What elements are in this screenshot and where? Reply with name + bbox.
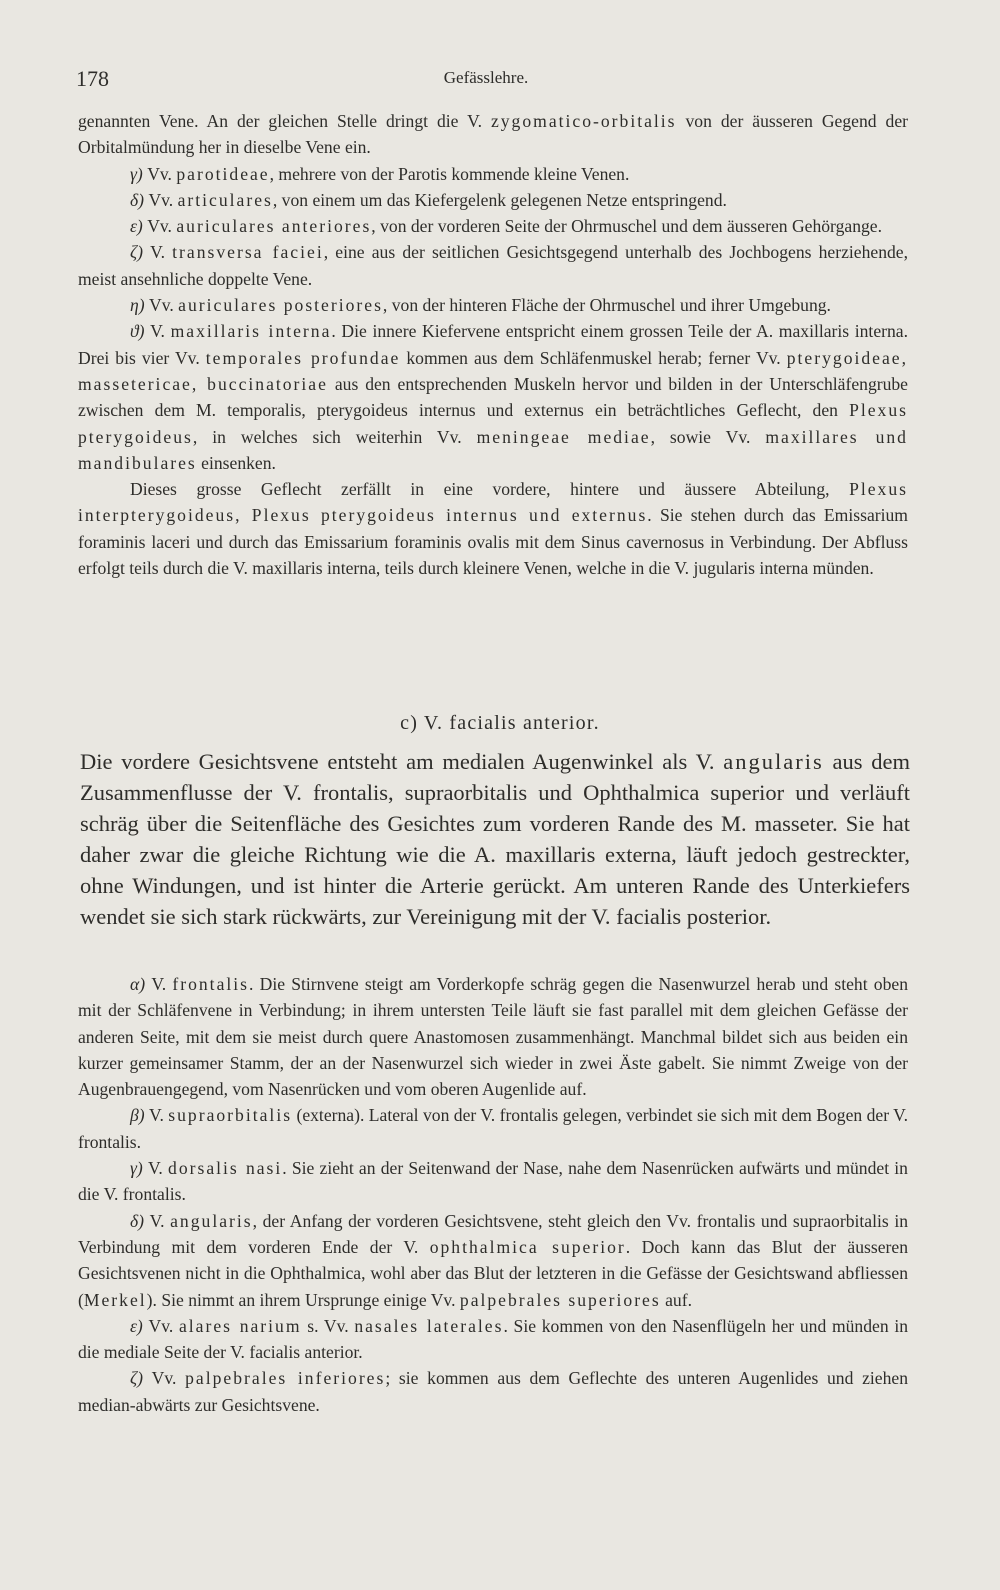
spaced-term: Merkel xyxy=(83,1289,147,1310)
text-run: ). Sie nimmt an ihrem Ursprunge einige Vv. xyxy=(146,1289,460,1310)
text-run: . Sie kommen von den Nasenflügeln her und münden in die mediale Seite der V. facialis anterior. xyxy=(78,1315,909,1363)
text-run: Die vordere Gesichtsvene entsteht am medialen Augenwinkel als V. xyxy=(80,749,724,774)
text-run: V. xyxy=(144,1105,169,1126)
enumeration-marker: η) xyxy=(130,295,145,316)
paragraph-p_epsilon xyxy=(78,213,908,239)
text-run: auf. xyxy=(660,1289,692,1310)
enumeration-marker: ε) xyxy=(130,1315,143,1336)
top-text-block xyxy=(78,108,908,581)
enumeration-marker: δ) xyxy=(130,1210,145,1231)
text-run: aus den entsprechenden Muskeln hervor und bilden in der Unterschläfengrube zwischen dem M. temporalis, pterygoideus internus und externus ein beträchtliches Geflecht, den xyxy=(78,373,908,421)
text-run: . Doch kann das Blut der äusseren Gesichtsvenen nicht in die Ophthalmica, wohl aber das Blut der letzteren in die Gefässe der Gesichtswand abfliessen ( xyxy=(78,1236,908,1310)
text-run: Vv. xyxy=(142,163,177,184)
intro-paragraph xyxy=(80,746,910,932)
paragraph-p_theta xyxy=(78,318,908,476)
paragraph-p0 xyxy=(78,108,908,161)
text-run: kommen aus dem Schläfenmuskel herab; ferner Vv. xyxy=(400,347,787,368)
paragraph-p_plexus xyxy=(78,476,908,581)
text-run: V. xyxy=(145,974,173,994)
spaced-term: parotideae xyxy=(176,163,270,184)
text-run: s. Vv. xyxy=(301,1315,355,1336)
spaced-term: transversa faciei xyxy=(172,242,324,263)
text-run: genannten Vene. An der gleichen Stelle dringt die V. xyxy=(78,111,491,131)
enumeration-marker: ε) xyxy=(130,216,143,237)
paragraph-q_gamma xyxy=(78,1155,908,1208)
enumeration-marker: ϑ) xyxy=(130,321,145,342)
text-run: V. xyxy=(142,1158,169,1179)
paragraph-p_eta xyxy=(78,292,908,318)
spaced-term: nasales laterales xyxy=(354,1315,504,1336)
spaced-term: temporales profundae xyxy=(205,347,401,368)
text-run: . Die Stirnvene steigt am Vorderkopfe schräg gegen die Nasenwurzel herab und steht oben mit der Schläfenvene in Verbindung; in ihrem untersten Teile läuft sie fast parallel mit dem gleichen Gefässe der anderen Seite, mit dem sie meist durch quere Anastomosen zusammenhängt. Manchmal bildet sich aus beiden ein kurzer gemeinsamer Stamm, der an der Nasenwurzel sich wieder in zwei Äste gabelt. Sie nimmt Zweige von der Augenbrauengegend, vom Nasenrücken und vom oberen Augenlide auf. xyxy=(78,974,908,1100)
spaced-term: auriculares anteriores xyxy=(176,216,372,237)
text-run: , mehrere von der Parotis kommende kleine Venen. xyxy=(269,163,630,184)
spaced-term: Plexus interpterygoideus, Plexus pterygoideus internus und externus xyxy=(78,479,908,526)
spaced-term: dorsalis nasi xyxy=(168,1158,283,1179)
spaced-term: palpebrales superiores xyxy=(459,1289,661,1310)
text-run: , eine aus der seitlichen Gesichtsgegend unterhalb des Jochbogens herziehende, meist ansehnliche doppelte Vene. xyxy=(78,242,909,289)
text-run: , der Anfang der vorderen Gesichtsvene, steht gleich den Vv. frontalis und supraorbitalis in Verbindung mit dem vorderen Ende der V. xyxy=(78,1210,909,1257)
enumeration-marker: γ) xyxy=(130,1158,143,1179)
spaced-term: angularis xyxy=(170,1210,253,1231)
enumeration-marker: δ) xyxy=(130,189,145,210)
text-run: , von der hinteren Fläche der Ohrmuschel und ihrer Umgebung. xyxy=(382,295,831,316)
text-run: V. xyxy=(142,242,173,263)
spaced-term: ophthalmica superior xyxy=(429,1236,626,1257)
enumeration-marker: γ) xyxy=(130,163,143,184)
enumeration-marker: α) xyxy=(130,974,146,994)
text-run: , in welches sich weiterhin Vv. xyxy=(192,426,477,447)
text-run: Vv. xyxy=(142,1368,186,1389)
text-run: , von der vorderen Seite der Ohrmuschel und dem äusseren Gehörgange. xyxy=(371,216,883,237)
spaced-term: angularis xyxy=(723,749,824,774)
text-run: . Die innere Kiefervene entspricht einem grossen Teile der A. maxillaris interna. Drei bis vier Vv. xyxy=(78,321,908,368)
text-run: Vv. xyxy=(144,189,178,210)
spaced-term: maxillares und mandibulares xyxy=(78,426,908,473)
text-run: Dieses grosse Geflecht zerfällt in eine vordere, hintere und äussere Abteilung, xyxy=(130,479,850,500)
text-run: von der äusseren Gegend der Orbitalmündung her in dieselbe Vene ein. xyxy=(78,111,908,158)
text-run: ; sie kommen aus dem Geflechte des unteren Augenlides und ziehen median-abwärts zur Gesichtsvene. xyxy=(78,1368,909,1415)
paragraph-q_epsilon xyxy=(78,1313,908,1366)
text-run: Vv. xyxy=(142,216,177,237)
bottom-text-block xyxy=(78,971,908,1418)
text-run: aus dem Zusammenflusse der V. frontalis, supraorbitalis und Ophthalmica superior und verläuft schräg über die Seitenfläche des Gesichtes zum vorderen Rande des M. masseter. Sie hat daher zwar die gleiche Richtung wie die A. maxillaris externa, läuft jedoch gestreckter, ohne Windungen, und ist hinter die Arterie gerückt. Am unteren Rande des Unterkiefers wendet sie sich stark rückwärts, zur Vereinigung mit der V. facialis posterior. xyxy=(80,749,910,929)
enumeration-marker: β) xyxy=(130,1105,145,1126)
enumeration-marker: ζ) xyxy=(130,242,143,263)
text-run: V. xyxy=(144,321,171,342)
text-run: . Sie stehen durch das Emissarium foraminis laceri und durch das Emissarium foraminis ovalis mit dem Sinus cavernosus in Verbindung. Der Abfluss erfolgt teils durch die V. maxillaris interna, teils durch kleinere Venen, welche in die V. jugularis interna münden. xyxy=(78,505,908,579)
text-run: Vv. xyxy=(144,295,179,316)
spaced-term: frontalis xyxy=(172,974,250,994)
text-run: einsenken. xyxy=(196,452,276,473)
page-number: 178 xyxy=(76,66,109,91)
paragraph-p_zeta xyxy=(78,239,908,292)
paragraph-q_alpha xyxy=(78,971,908,1102)
text-run: , sowie Vv. xyxy=(650,426,766,447)
text-run: Vv. xyxy=(142,1315,179,1336)
paragraph-q_zeta xyxy=(78,1365,908,1418)
text-run: , von einem um das Kiefergelenk gelegenen Netze entspringend. xyxy=(272,189,727,210)
running-head: Gefässlehre. xyxy=(443,68,529,87)
spaced-term: articulares xyxy=(177,189,273,210)
spaced-term: alares narium xyxy=(178,1315,302,1336)
paragraph-q_delta xyxy=(78,1208,908,1313)
page-header xyxy=(76,66,896,96)
section-heading: c) V. facialis anterior. xyxy=(400,712,600,734)
enumeration-marker: ζ) xyxy=(130,1368,143,1389)
paragraph-p_gamma xyxy=(78,161,908,187)
text-run: V. xyxy=(144,1210,171,1231)
spaced-term: auriculares posteriores xyxy=(178,295,383,316)
spaced-term: meningeae mediae xyxy=(476,426,651,447)
spaced-term: Plexus pterygoideus xyxy=(78,400,908,447)
spaced-term: supraorbitalis xyxy=(168,1105,293,1126)
paragraph-q_beta xyxy=(78,1102,908,1155)
spaced-term: pterygoideae, massetericae, buccinatoriae xyxy=(78,347,909,394)
text-run: (externa). Lateral von der V. frontalis gelegen, verbindet sie sich mit dem Bogen der V. frontalis. xyxy=(78,1105,908,1152)
text-run: . Sie zieht an der Seitenwand der Nase, nahe dem Nasenrücken aufwärts und mündet in die V. frontalis. xyxy=(78,1158,908,1205)
spaced-term: maxillaris interna xyxy=(170,321,332,342)
spaced-term: zygomatico-orbitalis xyxy=(490,111,677,131)
paragraph-p_delta xyxy=(78,187,908,213)
spaced-term: palpebrales inferiores xyxy=(185,1368,386,1389)
